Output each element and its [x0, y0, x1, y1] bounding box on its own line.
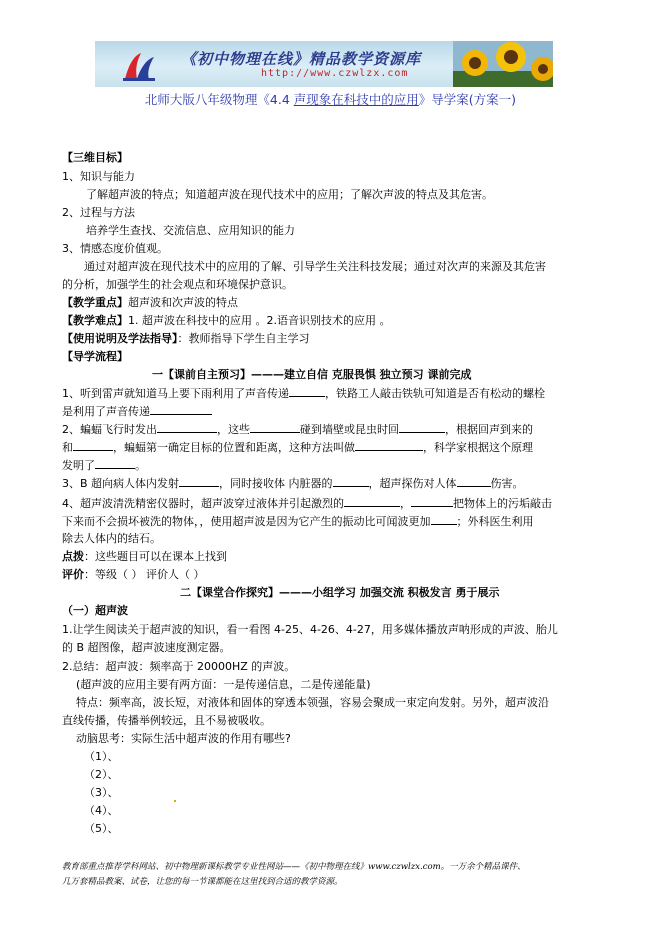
document-title-topic: 声现象在科技中的应用	[293, 92, 419, 107]
key-point-label: 【教学重点】	[62, 296, 128, 309]
stray-mark	[174, 800, 176, 802]
q3-text-c: ，超声探伤对人体	[368, 477, 457, 490]
footer-line-1: 教育部重点推荐学科网站、初中物理新课标教学专业性网站——《初中物理在线》www.czwlzx.com。一万余个精品课件、	[62, 862, 526, 872]
key-point-text: 超声波和次声波的特点	[128, 296, 238, 309]
goal-3-text-2: 的分析，加强学生的社会观点和环境保护意识。	[62, 278, 293, 291]
goal-3-text-1: 通过对超声波在现代技术中的应用的了解、引导学生关注科技发展；通过对次声的来源及其危害	[84, 260, 546, 273]
goal-3-heading: 3、情感态度价值观。	[62, 242, 168, 255]
usage-label: 【使用说明及学法指导】	[62, 332, 178, 345]
answer-blank[interactable]	[289, 386, 325, 397]
answer-blank[interactable]	[411, 496, 453, 507]
answer-blank[interactable]	[179, 476, 219, 487]
goal-2-heading: 2、过程与方法	[62, 206, 135, 219]
features-text-2: 直线传播，传播举例较远，且不易被吸收。	[62, 714, 271, 727]
header-banner	[95, 41, 553, 87]
banner-url: http://www.czwlzx.com	[261, 68, 409, 79]
step-2-text: 2.总结：超声波：频率高于 20000HZ 的声波。	[62, 660, 296, 673]
answer-item-2[interactable]: （2）、	[84, 768, 119, 781]
q2-text-c: 碰到墙壁或昆虫时回	[300, 423, 399, 436]
q2-text-d: ，根据回声到来的	[445, 423, 533, 436]
answer-blank[interactable]	[355, 440, 423, 451]
q4-text-f: 除去人体内的结石。	[62, 532, 161, 545]
answer-blank[interactable]	[250, 422, 300, 433]
q2-text-i: 。	[135, 459, 146, 472]
application-note: (超声波的应用主要有两方面：一是传递信息，二是传递能量)	[76, 678, 371, 691]
answer-blank[interactable]	[95, 458, 135, 469]
q3-text-b: ，同时接收体 内脏器的	[219, 477, 333, 490]
answer-blank[interactable]	[431, 514, 457, 525]
q4-text-d: 下来而不会损坏被洗的物体，，使用超声波是因为它产生的振动比可闻波更加	[62, 515, 431, 528]
goal-1-text: 了解超声波的特点；知道超声波在现代技术中的应用；了解次声波的特点及其危害。	[86, 188, 493, 201]
difficulty-text: 1. 超声波在科技中的应用 。2.语音识别技术的应用 。	[128, 314, 391, 327]
features-text-1: 特点：频率高，波长短，对液体和固体的穿透本领强，容易会聚成一束定向发射。另外，超声波沿	[76, 696, 549, 709]
q2-text-b: ，这些	[217, 423, 250, 436]
usage-text: ：教师指导下学生自主学习	[177, 332, 310, 345]
preview-section-heading: 一【课前自主预习】———建立自信 克服畏惧 独立预习 课前完成	[152, 368, 472, 381]
document-title	[0, 90, 661, 108]
answer-blank[interactable]	[333, 476, 369, 487]
evaluation-label: 评价	[62, 568, 84, 581]
q4-text-c: 把物体上的污垢敲击	[453, 497, 552, 510]
document-title-prefix: 北师大版八年级物理《4.4	[144, 92, 294, 107]
section-goals-heading: 【三维目标】	[62, 151, 128, 164]
ultrasound-heading: （一）超声波	[62, 604, 128, 617]
q2-text-g: ，科学家根据这个原理	[423, 441, 533, 454]
step-1-text-2: 的 B 超图像，超声波速度测定器。	[62, 641, 231, 654]
q3-text-d: 伤害。	[490, 477, 524, 490]
hint-label: 点拨	[62, 550, 84, 563]
q3-text-a: 3、B 超向病人体内发射	[62, 477, 180, 490]
q2-text-h: 发明了	[62, 459, 95, 472]
document-title-suffix: 》导学案(方案一)	[418, 92, 517, 107]
answer-blank[interactable]	[457, 476, 491, 487]
q2-text-a: 2、蝙蝠飞行时发出	[62, 423, 157, 436]
evaluation-text: ：等级（ ） 评价人（ ）	[84, 568, 205, 581]
goal-2-text: 培养学生查找、交流信息、应用知识的能力	[86, 224, 295, 237]
cooperative-section-heading: 二【课堂合作探究】———小组学习 加强交流 积极发言 勇于展示	[180, 586, 500, 599]
q4-text-e: ；外科医生利用	[456, 515, 534, 528]
q2-text-e: 和	[62, 441, 73, 454]
q4-text-a: 4、超声波清洗精密仪器时，超声波穿过液体并引起激烈的	[62, 497, 344, 510]
footer-line-2: 几万套精品教案、试卷，让您的每一节课都能在这里找到合适的教学资源。	[62, 877, 343, 887]
answer-blank[interactable]	[157, 422, 217, 433]
footer	[62, 860, 602, 890]
q1-text-a: 1、听到雷声就知道马上要下雨利用了声音传递	[62, 387, 289, 400]
q1-text-c: 是利用了声音传递	[62, 405, 150, 418]
q1-text-b: ，铁路工人敲击铁轨可知道是否有松动的螺栓	[325, 387, 545, 400]
answer-item-5[interactable]: （5）、	[84, 822, 119, 835]
answer-item-1[interactable]: （1）、	[84, 750, 119, 763]
step-1-text-1: 1.让学生阅读关于超声波的知识，看一看图 4-25、4-26、4-27，用多媒体播放声呐形成的声波、胎儿	[62, 623, 558, 636]
difficulty-label: 【教学难点】	[62, 314, 128, 327]
site-logo-icon	[121, 49, 157, 83]
answer-blank[interactable]	[344, 496, 400, 507]
hint-text: ：这些题目可以在课本上找到	[84, 550, 227, 563]
goal-1-heading: 1、知识与能力	[62, 170, 135, 183]
sunflower-image	[453, 41, 553, 87]
answer-blank[interactable]	[150, 404, 212, 415]
banner-title: 《初中物理在线》精品教学资源库	[181, 50, 422, 68]
q2-text-f: ，蝙蝠第一确定目标的位置和距离，这种方法叫做	[113, 441, 355, 454]
q4-text-b: ，	[400, 497, 411, 510]
answer-item-3[interactable]: （3）、	[84, 786, 119, 799]
answer-blank[interactable]	[399, 422, 445, 433]
answer-item-4[interactable]: （4）、	[84, 804, 119, 817]
flow-heading: 【导学流程】	[62, 350, 128, 363]
answer-blank[interactable]	[73, 440, 113, 451]
think-question: 动脑思考：实际生活中超声波的作用有哪些?	[76, 732, 291, 745]
